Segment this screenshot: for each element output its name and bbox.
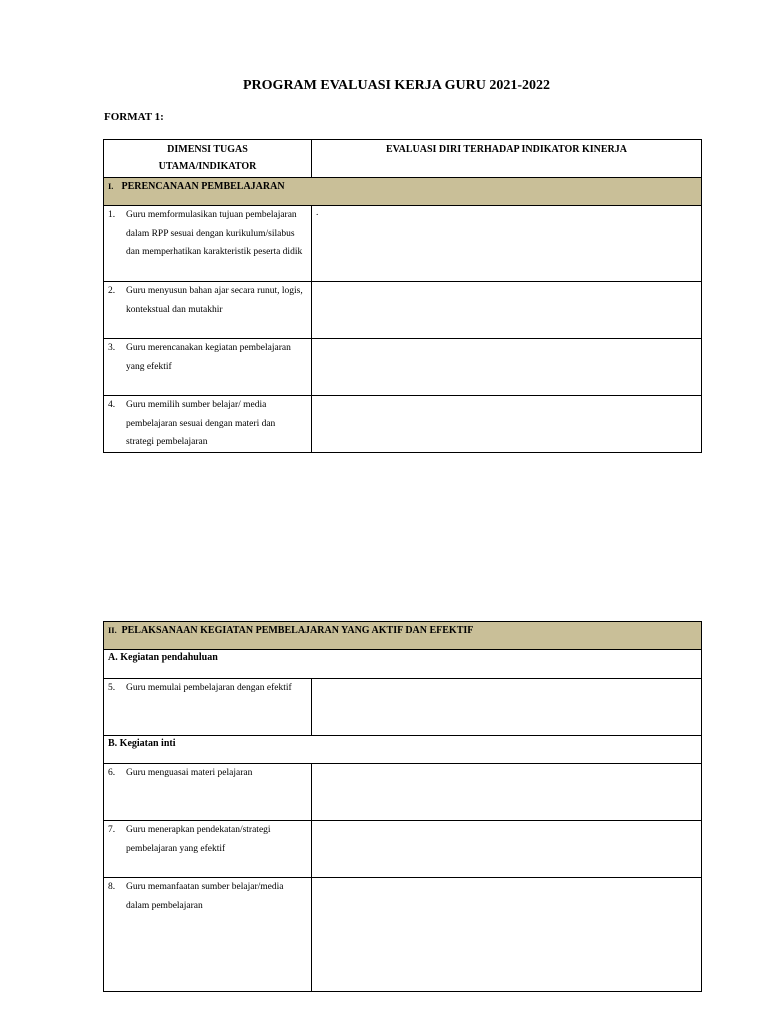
evaluation-cell[interactable] xyxy=(312,339,702,396)
indicator-cell xyxy=(104,764,312,821)
header-evaluasi: EVALUASI DIRI TERHADAP INDIKATOR KINERJA xyxy=(312,140,702,178)
item-number: 2. xyxy=(108,286,116,296)
section-label: PELAKSANAAN KEGIATAN PEMBELAJARAN YANG AKTIF DAN EFEKTIF xyxy=(121,625,474,636)
section-row xyxy=(104,622,702,650)
item-text: Guru menguasai materi pelajaran xyxy=(126,768,253,778)
indicator-cell xyxy=(104,878,312,992)
section-perencanaan xyxy=(104,178,702,206)
evaluation-cell[interactable] xyxy=(312,282,702,339)
evaluation-cell[interactable] xyxy=(312,878,702,992)
header-dimensi: DIMENSI TUGAS UTAMA/INDIKATOR xyxy=(104,140,312,178)
item-number: 3. xyxy=(108,343,116,353)
subsection-inti xyxy=(104,736,702,764)
evaluation-cell[interactable] xyxy=(312,764,702,821)
item-number: 4. xyxy=(108,400,116,410)
section-label: PERENCANAAN PEMBELAJARAN xyxy=(121,181,285,192)
evaluation-cell[interactable] xyxy=(312,396,702,453)
indicator-cell xyxy=(104,821,312,878)
table-row xyxy=(104,878,702,992)
item-text: Guru memformulasikan tujuan pembelajaran dalam RPP sesuai dengan kurikulum/silabus dan memperhatikan karakteristik peserta didik xyxy=(126,210,303,257)
eval-mark: . xyxy=(316,208,319,218)
format-label: FORMAT 1: xyxy=(104,111,164,123)
table-row xyxy=(104,282,702,339)
item-text: Guru memilih sumber belajar/ media pembelajaran sesuai dengan materi dan strategi pembelajaran xyxy=(126,400,276,447)
subsection-pendahuluan xyxy=(104,650,702,679)
item-number: 5. xyxy=(108,683,116,693)
evaluation-cell[interactable] xyxy=(312,679,702,736)
subsection-number: B. xyxy=(108,738,118,749)
section-pelaksanaan xyxy=(104,622,702,650)
evaluation-cell[interactable] xyxy=(312,206,702,282)
subsection-row xyxy=(104,736,702,764)
section-row xyxy=(104,178,702,206)
subsection-number: A. xyxy=(108,652,118,663)
subsection-row xyxy=(104,650,702,679)
section-number: I. xyxy=(108,181,114,191)
evaluation-table-1 xyxy=(103,139,702,453)
item-number: 7. xyxy=(108,825,116,835)
indicator-cell xyxy=(104,679,312,736)
table-row xyxy=(104,206,702,282)
indicator-cell xyxy=(104,282,312,339)
item-text: Guru memulai pembelajaran dengan efektif xyxy=(126,683,292,693)
item-text: Guru merencanakan kegiatan pembelajaran yang efektif xyxy=(126,343,291,372)
evaluation-table-2 xyxy=(103,621,702,992)
section-number: II. xyxy=(108,625,117,635)
item-number: 6. xyxy=(108,768,116,778)
table-row xyxy=(104,821,702,878)
subsection-label: Kegiatan pendahuluan xyxy=(120,652,218,663)
item-text: Guru menerapkan pendekatan/strategi pembelajaran yang efektif xyxy=(126,825,271,854)
table-row xyxy=(104,764,702,821)
item-number: 1. xyxy=(108,210,116,220)
item-text: Guru memanfaatan sumber belajar/media dalam pembelajaran xyxy=(126,882,284,911)
item-number: 8. xyxy=(108,882,116,892)
indicator-cell xyxy=(104,396,312,453)
document-title: PROGRAM EVALUASI KERJA GURU 2021-2022 xyxy=(243,78,550,93)
indicator-cell xyxy=(104,206,312,282)
evaluation-cell[interactable] xyxy=(312,821,702,878)
table-row xyxy=(104,679,702,736)
table-row xyxy=(104,339,702,396)
table-header-row xyxy=(104,140,702,178)
item-text: Guru menyusun bahan ajar secara runut, logis, kontekstual dan mutakhir xyxy=(126,286,303,315)
indicator-cell xyxy=(104,339,312,396)
subsection-label: Kegiatan inti xyxy=(119,738,176,749)
table-row xyxy=(104,396,702,453)
